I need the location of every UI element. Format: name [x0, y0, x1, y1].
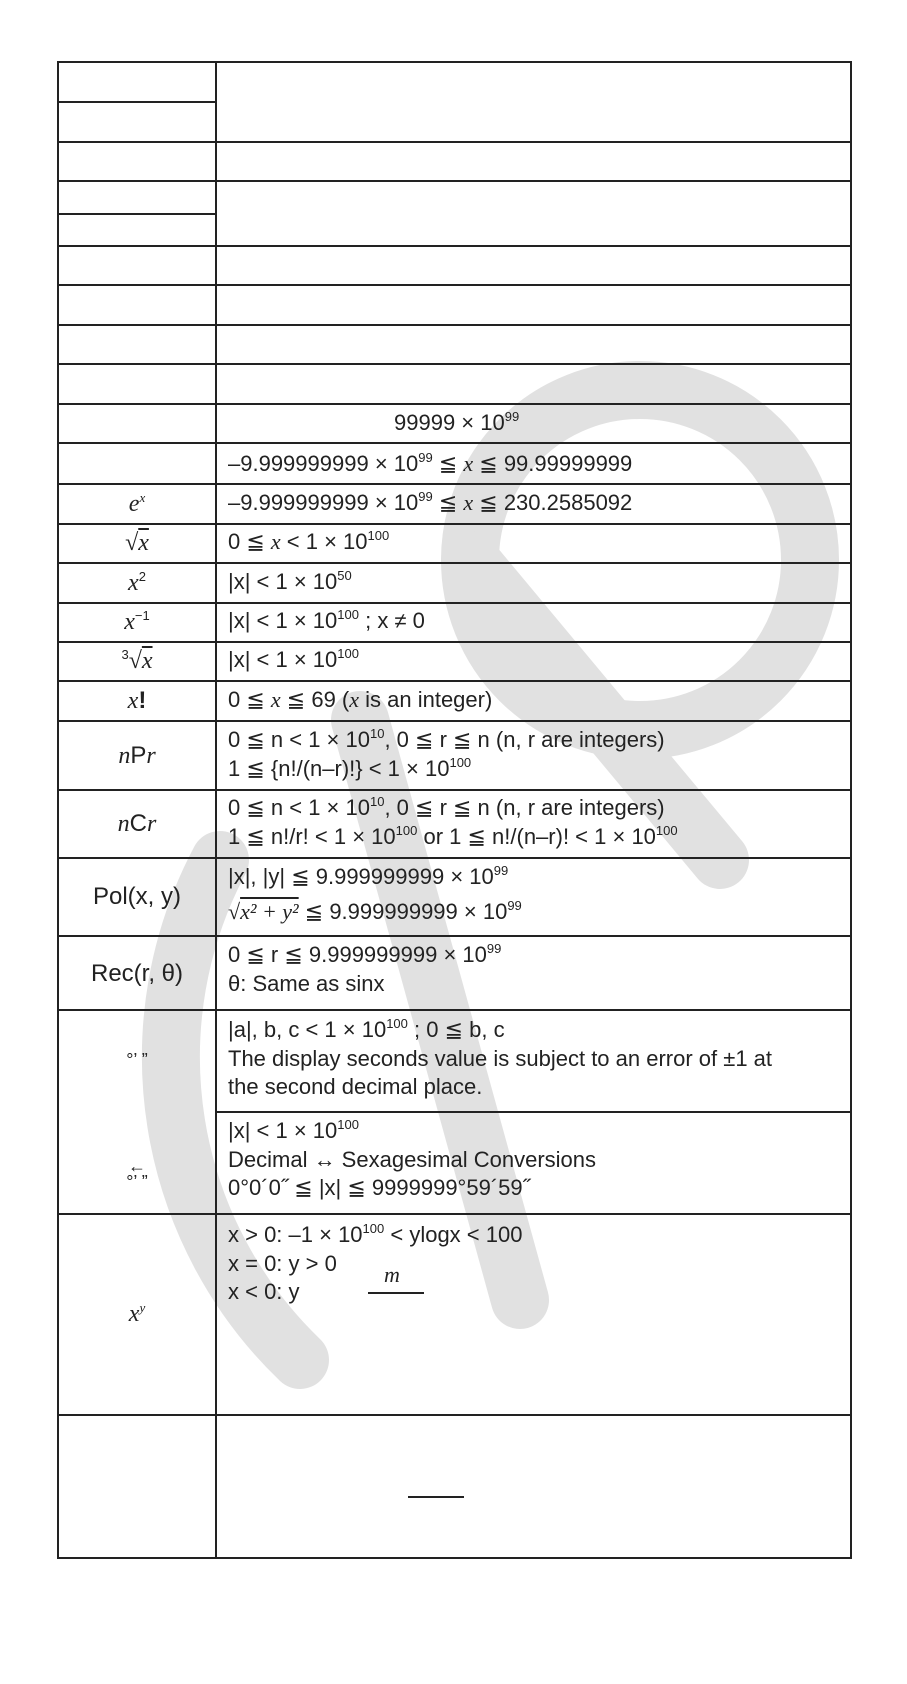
range-dmsrev-line3: 0°0´0˝ ≦ |x| ≦ 9999999°59´59˝	[228, 1175, 530, 1200]
range-dmsrev-line1: $|x| < 1 \times 10^{100}$	[228, 1117, 359, 1143]
range-ncr-line2: 1 ≦ n!/r! < $1 \times 10^{100}$ or 1 ≦ n!/(n–r)! < $1 \times 10^{100}$	[228, 823, 678, 849]
range-pol-line2: √x² + y² ≦ $9.999999999 \times 10^{99}$	[228, 898, 522, 924]
power-fraction-numerator: m	[384, 1262, 400, 1287]
range-factorial-value: 0 ≦ x ≦ 69 (x is an integer)	[228, 687, 493, 712]
fn-label-factorial: x!	[127, 687, 147, 714]
range-pol-line1: |x|, |y| ≦ $9.999999999 \times 10^{99}$	[228, 863, 509, 889]
range-power-line1: x > 0: $-1 \times 10^{100} < ylogx < 100$	[228, 1221, 523, 1247]
range-exp-value: $-9.999999999 \times 10^{99}$ ≦ x ≦ 230.2585092	[228, 489, 633, 515]
range-dms-line3: the second decimal place.	[228, 1074, 483, 1099]
fn-label-ncr: nCr	[117, 810, 157, 837]
radical-icon: √	[125, 530, 139, 556]
range-10x-value: $-9.999999999 \times 10^{99}$ ≦ x ≦ 99.99999999	[228, 450, 633, 476]
range-reciprocal-value: $|x| < 1 \times 10^{100}$ ; x ≠ 0	[228, 607, 425, 633]
fn-label-sqrt: √x	[125, 530, 149, 556]
fn-label-pol: Pol(x, y)	[92, 883, 181, 910]
fn-label-npr: nPr	[118, 742, 156, 769]
fn-label-dms: °’ ”	[126, 1050, 148, 1070]
range-square-value: $|x| < 1 \times 10^{50}$	[228, 568, 352, 594]
range-ncr-line1: 0 ≦ $n < 1 \times 10^{10}$, 0 ≦ r ≦ n (n, r are integers)	[228, 794, 665, 820]
range-sqrt-value: 0 ≦ $x < 1 \times 10^{100}$	[228, 528, 390, 554]
range-npr-line1: 0 ≦ $n < 1 \times 10^{10}$, 0 ≦ r ≦ n (n, r are integers)	[228, 726, 665, 752]
range-cube-root-value: $|x| < 1 \times 10^{100}$	[228, 646, 359, 672]
fn-label-power: $x^y$	[128, 1300, 146, 1327]
range-p10-value: $99999 \times 10^{99}$	[394, 409, 520, 435]
range-dms-line2: The display seconds value is subject to an error of ±1 at	[228, 1046, 773, 1071]
range-dmsrev-line2: Decimal ↔ Sexagesimal Conversions	[228, 1147, 597, 1172]
range-power-line3: x < 0: y	[228, 1279, 300, 1304]
radical-icon: √	[128, 648, 142, 674]
range-npr-line2: 1 ≦ $\{n!/(n-r)!\} < 1 \times 10^{100}$	[228, 755, 472, 781]
left-arrow-icon: ←	[128, 1156, 146, 1176]
fn-label-cube-root: $^3$√x	[121, 647, 153, 674]
range-rec-line1: 0 ≦ r ≦ $9.999999999 \times 10^{99}$	[228, 941, 502, 967]
radical-icon: √	[228, 899, 241, 924]
fn-label-exp: $e^x$	[128, 490, 146, 517]
range-rec-line2: θ: Same as sinx	[228, 971, 385, 996]
range-dms-line1: |a|, b, $c < 1 \times 10^{100}$ ; 0 ≦ b, c	[228, 1016, 505, 1042]
fn-label-square: $x^2$	[128, 569, 146, 596]
range-power-line2: x = 0: y > 0	[228, 1251, 337, 1276]
fn-label-dms-reverse: ← °’ ”	[58, 1158, 216, 1190]
fn-label-rec: Rec(r, θ)	[90, 960, 183, 987]
fn-label-reciprocal: $x^{-1}$	[124, 608, 150, 635]
